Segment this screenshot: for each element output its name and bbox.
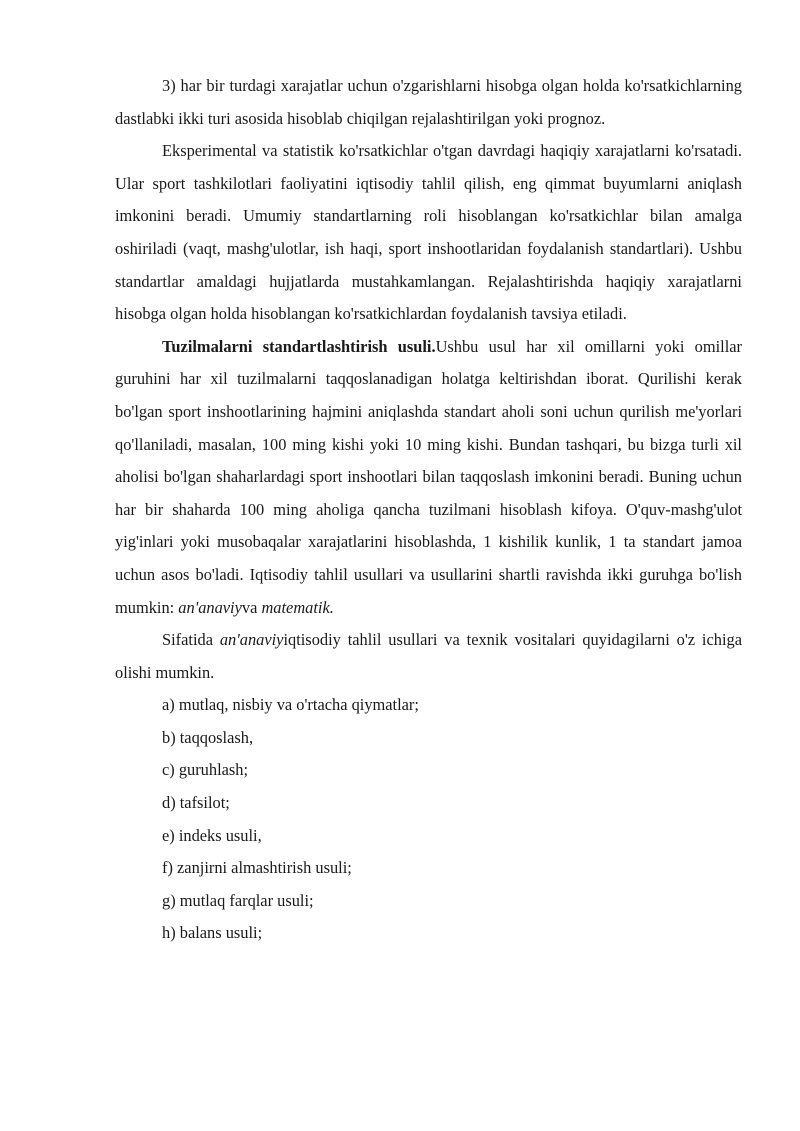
paragraph-4-start: Sifatida	[162, 630, 220, 650]
list-item: c) guruhlash;	[162, 760, 249, 780]
document-page	[115, 70, 742, 950]
list-item: b) taqqoslash,	[162, 727, 254, 747]
list-item: g) mutlaq farqlar usuli;	[162, 890, 314, 910]
list-item: f) zanjirni almashtirish usuli;	[162, 858, 352, 878]
paragraph-4-end: iqtisodiy tahlil usullari va texnik vositalari quyidagilarni o'z ichiga olishi mumkin.	[115, 630, 742, 682]
paragraph-4	[115, 624, 742, 689]
term-mathematical: matematik.	[261, 597, 334, 617]
paragraph-2: Eksperimental va statistik ko'rsatkichlar o'tgan davrdagi haqiqiy xarajatlarni ko'rsatadi. Ular sport tashkilotlari faoliyatini iqtisodiy tahlil qilish, eng qimmat buyumlarni aniqlash imkonini beradi. Umumiy standartlarning roli hisoblangan ko'rsatkichlar bilan amalga oshiriladi (vaqt, mashg'ulotlar, ish haqi, sport inshootlaridan foydalanish standartlari). Ushbu standartlar amaldagi hujjatlarda mustahkamlangan. Rejalashtirishda haqiqiy xarajatlarni hisobga olgan holda hisoblangan ko'rsatkichlardan foydalanish tavsiya etiladi.	[115, 141, 742, 324]
list-item: e) indeks usuli,	[162, 825, 262, 845]
section-heading: Tuzilmalarni standartlashtirish usuli.	[162, 336, 436, 356]
list-item: h) balans usuli;	[162, 923, 263, 943]
paragraph-3-conjunction: va	[241, 597, 262, 617]
list-item: d) tafsilot;	[162, 793, 230, 813]
paragraph-3-text: Ushbu usul har xil omillarni yoki omillar guruhini har xil tuzilmalarni taqqoslanadigan holatga keltirishdan iborat. Qurilishi kerak bo'lgan sport inshootlarining hajmini aniqlashda standart aholi soni uchun qurilish me'yorlari qo'llaniladi, masalan, 100 ming kishi yoki 10 ming kishi. Bundan tashqari, bu bizga turli xil aholisi bo'lgan shaharlardagi sport inshootlari bilan taqqoslash imkonini beradi. Buning uchun har bir shaharda 100 ming aholiga qancha tuzilmani hisoblash kifoya. O'quv-mashg'ulot yig'inlari yoki musobaqalar xarajatlarini hisoblashda, 1 kishilik kunlik, 1 ta standart jamoa uchun asos bo'ladi. Iqtisodiy tahlil usullari va usullarini shartli ravishda ikki guruhga bo'lish mumkin:	[115, 336, 742, 617]
paragraph-4-term: an'anaviy	[219, 630, 284, 650]
paragraph-3	[115, 331, 742, 624]
methods-list	[115, 689, 742, 950]
list-item: a) mutlaq, nisbiy va o'rtacha qiymatlar;	[162, 695, 419, 715]
term-traditional: an'anaviy	[178, 597, 242, 617]
paragraph-1: 3) har bir turdagi xarajatlar uchun o'zgarishlarni hisobga olgan holda ko'rsatkichlarning dastlabki ikki turi asosida hisoblab chiqilgan rejalashtirilgan yoki prognoz.	[115, 76, 742, 128]
